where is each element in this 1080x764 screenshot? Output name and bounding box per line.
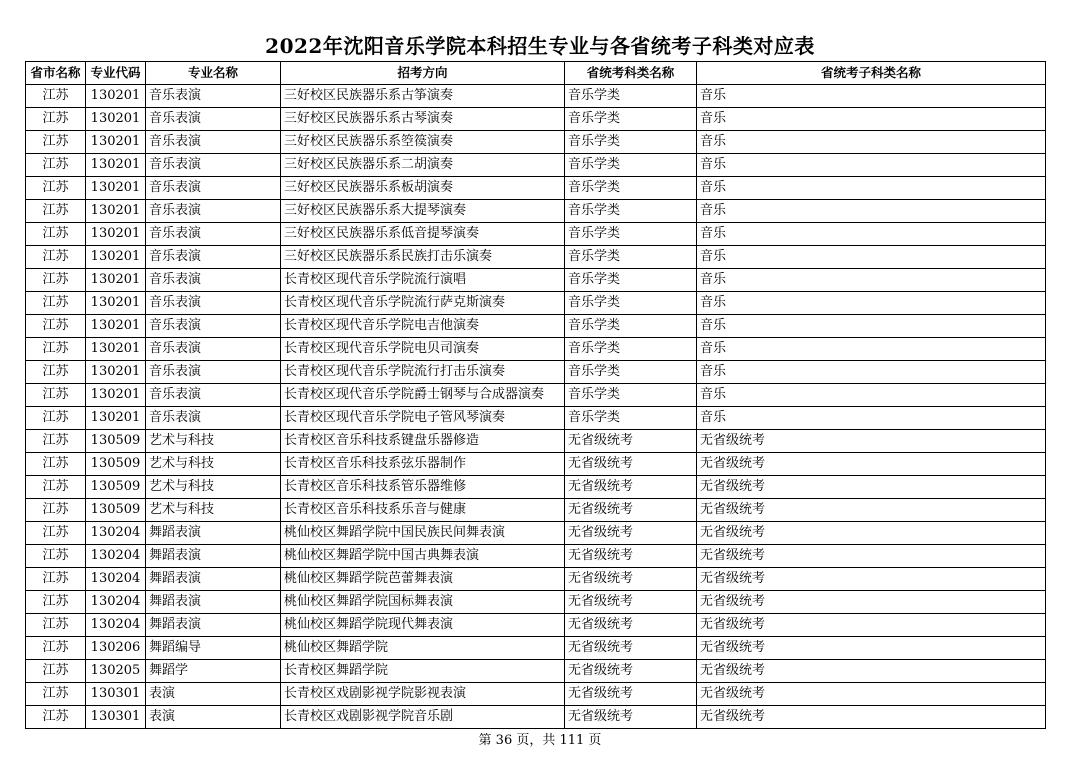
province-cell: 江苏: [26, 522, 86, 545]
exam-subcategory-cell: 无省级统考: [697, 614, 1046, 637]
exam-subcategory-cell: 音乐: [697, 108, 1046, 131]
exam-subcategory-cell: 无省级统考: [697, 453, 1046, 476]
table-row: [26, 338, 1046, 361]
exam-category-cell: 音乐学类: [565, 108, 697, 131]
direction-cell: 桃仙校区舞蹈学院中国民族民间舞表演: [281, 522, 565, 545]
exam-subcategory-cell: 无省级统考: [697, 499, 1046, 522]
province-cell: 江苏: [26, 430, 86, 453]
direction-cell: 三好校区民族器乐系低音提琴演奏: [281, 223, 565, 246]
exam-category-cell: 无省级统考: [565, 568, 697, 591]
major-name-cell: 音乐表演: [146, 407, 281, 430]
province-cell: 江苏: [26, 108, 86, 131]
province-cell: 江苏: [26, 246, 86, 269]
exam-category-cell: 音乐学类: [565, 407, 697, 430]
exam-subcategory-cell: 音乐: [697, 154, 1046, 177]
major-code-cell: 130201: [86, 338, 146, 361]
exam-subcategory-cell: 音乐: [697, 246, 1046, 269]
table-row: [26, 361, 1046, 384]
major-name-cell: 表演: [146, 683, 281, 706]
table-row: [26, 177, 1046, 200]
exam-category-cell: 音乐学类: [565, 85, 697, 108]
major-name-cell: 表演: [146, 706, 281, 729]
direction-cell: 长青校区现代音乐学院流行演唱: [281, 269, 565, 292]
exam-subcategory-cell: 无省级统考: [697, 545, 1046, 568]
exam-category-cell: 音乐学类: [565, 200, 697, 223]
province-cell: 江苏: [26, 407, 86, 430]
exam-category-cell: 音乐学类: [565, 154, 697, 177]
exam-category-cell: 音乐学类: [565, 292, 697, 315]
direction-cell: 三好校区民族器乐系二胡演奏: [281, 154, 565, 177]
exam-subcategory-cell: 音乐: [697, 131, 1046, 154]
exam-subcategory-cell: 无省级统考: [697, 660, 1046, 683]
exam-subcategory-cell: 无省级统考: [697, 476, 1046, 499]
exam-subcategory-cell: 音乐: [697, 407, 1046, 430]
table-row: [26, 453, 1046, 476]
major-name-cell: 舞蹈表演: [146, 614, 281, 637]
exam-subcategory-cell: 音乐: [697, 269, 1046, 292]
major-name-cell: 舞蹈表演: [146, 522, 281, 545]
direction-cell: 长青校区音乐科技系弦乐器制作: [281, 453, 565, 476]
major-name-cell: 音乐表演: [146, 200, 281, 223]
exam-category-cell: 音乐学类: [565, 315, 697, 338]
table-row: [26, 223, 1046, 246]
direction-cell: 三好校区民族器乐系箜篌演奏: [281, 131, 565, 154]
province-cell: 江苏: [26, 269, 86, 292]
direction-cell: 桃仙校区舞蹈学院芭蕾舞表演: [281, 568, 565, 591]
table-row: [26, 476, 1046, 499]
major-name-cell: 音乐表演: [146, 177, 281, 200]
table-row: [26, 85, 1046, 108]
province-cell: 江苏: [26, 660, 86, 683]
exam-subcategory-cell: 无省级统考: [697, 637, 1046, 660]
exam-category-cell: 无省级统考: [565, 637, 697, 660]
header-major-code: 专业代码: [86, 62, 146, 85]
exam-subcategory-cell: 无省级统考: [697, 568, 1046, 591]
province-cell: 江苏: [26, 338, 86, 361]
header-major-name: 专业名称: [146, 62, 281, 85]
direction-cell: 长青校区戏剧影视学院音乐剧: [281, 706, 565, 729]
exam-category-cell: 音乐学类: [565, 177, 697, 200]
direction-cell: 桃仙校区舞蹈学院现代舞表演: [281, 614, 565, 637]
exam-category-cell: 无省级统考: [565, 453, 697, 476]
province-cell: 江苏: [26, 568, 86, 591]
direction-cell: 三好校区民族器乐系古琴演奏: [281, 108, 565, 131]
major-code-cell: 130509: [86, 499, 146, 522]
exam-category-cell: 音乐学类: [565, 269, 697, 292]
major-name-cell: 音乐表演: [146, 338, 281, 361]
direction-cell: 长青校区戏剧影视学院影视表演: [281, 683, 565, 706]
exam-subcategory-cell: 音乐: [697, 361, 1046, 384]
major-code-cell: 130201: [86, 177, 146, 200]
major-code-cell: 130204: [86, 522, 146, 545]
table-row: [26, 683, 1046, 706]
exam-subcategory-cell: 无省级统考: [697, 430, 1046, 453]
header-exam-category: 省统考科类名称: [565, 62, 697, 85]
province-cell: 江苏: [26, 200, 86, 223]
table-row: [26, 246, 1046, 269]
table-row: [26, 499, 1046, 522]
major-code-cell: 130201: [86, 131, 146, 154]
table-row: [26, 315, 1046, 338]
province-cell: 江苏: [26, 591, 86, 614]
major-name-cell: 音乐表演: [146, 315, 281, 338]
exam-category-cell: 无省级统考: [565, 430, 697, 453]
major-code-cell: 130509: [86, 453, 146, 476]
table-row: [26, 384, 1046, 407]
table-row: [26, 108, 1046, 131]
direction-cell: 长青校区现代音乐学院电子管风琴演奏: [281, 407, 565, 430]
major-code-cell: 130201: [86, 384, 146, 407]
header-exam-subcategory: 省统考子科类名称: [697, 62, 1046, 85]
major-code-cell: 130201: [86, 108, 146, 131]
exam-subcategory-cell: 无省级统考: [697, 591, 1046, 614]
direction-cell: 桃仙校区舞蹈学院国标舞表演: [281, 591, 565, 614]
major-code-cell: 130509: [86, 476, 146, 499]
exam-category-cell: 无省级统考: [565, 476, 697, 499]
direction-cell: 三好校区民族器乐系大提琴演奏: [281, 200, 565, 223]
table-row: [26, 660, 1046, 683]
major-code-cell: 130204: [86, 591, 146, 614]
major-code-cell: 130201: [86, 223, 146, 246]
major-code-cell: 130301: [86, 683, 146, 706]
province-cell: 江苏: [26, 614, 86, 637]
exam-category-cell: 无省级统考: [565, 683, 697, 706]
major-code-cell: 130301: [86, 706, 146, 729]
table-row: [26, 407, 1046, 430]
exam-category-cell: 无省级统考: [565, 499, 697, 522]
exam-subcategory-cell: 音乐: [697, 315, 1046, 338]
table-row: [26, 522, 1046, 545]
direction-cell: 长青校区现代音乐学院爵士钢琴与合成器演奏: [281, 384, 565, 407]
table-row: [26, 545, 1046, 568]
exam-category-cell: 音乐学类: [565, 131, 697, 154]
province-cell: 江苏: [26, 706, 86, 729]
exam-subcategory-cell: 音乐: [697, 85, 1046, 108]
table-row: [26, 131, 1046, 154]
major-name-cell: 音乐表演: [146, 246, 281, 269]
direction-cell: 三好校区民族器乐系板胡演奏: [281, 177, 565, 200]
major-name-cell: 舞蹈表演: [146, 591, 281, 614]
province-cell: 江苏: [26, 476, 86, 499]
major-code-cell: 130201: [86, 269, 146, 292]
direction-cell: 长青校区现代音乐学院电吉他演奏: [281, 315, 565, 338]
province-cell: 江苏: [26, 177, 86, 200]
major-code-cell: 130201: [86, 292, 146, 315]
exam-subcategory-cell: 音乐: [697, 177, 1046, 200]
table-row: [26, 706, 1046, 729]
major-name-cell: 舞蹈编导: [146, 637, 281, 660]
province-cell: 江苏: [26, 292, 86, 315]
major-code-cell: 130201: [86, 361, 146, 384]
major-code-cell: 130201: [86, 246, 146, 269]
province-cell: 江苏: [26, 453, 86, 476]
major-code-cell: 130204: [86, 545, 146, 568]
exam-category-cell: 无省级统考: [565, 706, 697, 729]
major-name-cell: 音乐表演: [146, 269, 281, 292]
exam-subcategory-cell: 无省级统考: [697, 683, 1046, 706]
major-name-cell: 音乐表演: [146, 223, 281, 246]
province-cell: 江苏: [26, 131, 86, 154]
direction-cell: 长青校区现代音乐学院流行打击乐演奏: [281, 361, 565, 384]
table-row: [26, 430, 1046, 453]
table-row: [26, 637, 1046, 660]
province-cell: 江苏: [26, 85, 86, 108]
header-province: 省市名称: [26, 62, 86, 85]
major-name-cell: 艺术与科技: [146, 430, 281, 453]
table-row: [26, 200, 1046, 223]
major-code-cell: 130201: [86, 85, 146, 108]
table-row: [26, 154, 1046, 177]
direction-cell: 长青校区音乐科技系管乐器维修: [281, 476, 565, 499]
major-name-cell: 音乐表演: [146, 384, 281, 407]
table-row: [26, 292, 1046, 315]
table-header-row: [26, 62, 1046, 85]
table-row: [26, 568, 1046, 591]
major-code-cell: 130206: [86, 637, 146, 660]
major-code-cell: 130204: [86, 568, 146, 591]
direction-cell: 桃仙校区舞蹈学院: [281, 637, 565, 660]
province-cell: 江苏: [26, 499, 86, 522]
major-code-cell: 130201: [86, 154, 146, 177]
exam-category-cell: 音乐学类: [565, 246, 697, 269]
direction-cell: 三好校区民族器乐系民族打击乐演奏: [281, 246, 565, 269]
major-code-cell: 130205: [86, 660, 146, 683]
major-name-cell: 艺术与科技: [146, 499, 281, 522]
major-code-cell: 130201: [86, 315, 146, 338]
province-cell: 江苏: [26, 683, 86, 706]
exam-subcategory-cell: 音乐: [697, 200, 1046, 223]
table-body: [26, 85, 1046, 729]
exam-category-cell: 无省级统考: [565, 591, 697, 614]
major-name-cell: 音乐表演: [146, 108, 281, 131]
exam-subcategory-cell: 无省级统考: [697, 706, 1046, 729]
province-cell: 江苏: [26, 384, 86, 407]
exam-category-cell: 音乐学类: [565, 384, 697, 407]
major-name-cell: 舞蹈学: [146, 660, 281, 683]
exam-subcategory-cell: 音乐: [697, 223, 1046, 246]
major-name-cell: 艺术与科技: [146, 453, 281, 476]
exam-category-cell: 音乐学类: [565, 223, 697, 246]
major-code-cell: 130509: [86, 430, 146, 453]
exam-category-cell: 无省级统考: [565, 660, 697, 683]
admission-table: [25, 61, 1046, 729]
major-name-cell: 艺术与科技: [146, 476, 281, 499]
major-name-cell: 音乐表演: [146, 131, 281, 154]
major-code-cell: 130201: [86, 407, 146, 430]
province-cell: 江苏: [26, 315, 86, 338]
exam-category-cell: 无省级统考: [565, 545, 697, 568]
direction-cell: 长青校区音乐科技系键盘乐器修造: [281, 430, 565, 453]
table-row: [26, 614, 1046, 637]
direction-cell: 长青校区现代音乐学院流行萨克斯演奏: [281, 292, 565, 315]
major-code-cell: 130204: [86, 614, 146, 637]
direction-cell: 长青校区现代音乐学院电贝司演奏: [281, 338, 565, 361]
province-cell: 江苏: [26, 154, 86, 177]
direction-cell: 长青校区舞蹈学院: [281, 660, 565, 683]
exam-category-cell: 无省级统考: [565, 614, 697, 637]
major-name-cell: 音乐表演: [146, 85, 281, 108]
exam-category-cell: 无省级统考: [565, 522, 697, 545]
page-footer: 第 36 页，共 111 页: [478, 733, 602, 748]
province-cell: 江苏: [26, 223, 86, 246]
province-cell: 江苏: [26, 637, 86, 660]
major-code-cell: 130201: [86, 200, 146, 223]
header-direction: 招考方向: [281, 62, 565, 85]
province-cell: 江苏: [26, 361, 86, 384]
exam-subcategory-cell: 无省级统考: [697, 522, 1046, 545]
direction-cell: 三好校区民族器乐系古筝演奏: [281, 85, 565, 108]
province-cell: 江苏: [26, 545, 86, 568]
major-name-cell: 音乐表演: [146, 154, 281, 177]
exam-subcategory-cell: 音乐: [697, 292, 1046, 315]
table-row: [26, 591, 1046, 614]
direction-cell: 桃仙校区舞蹈学院中国古典舞表演: [281, 545, 565, 568]
major-name-cell: 舞蹈表演: [146, 545, 281, 568]
exam-subcategory-cell: 音乐: [697, 384, 1046, 407]
major-name-cell: 音乐表演: [146, 292, 281, 315]
direction-cell: 长青校区音乐科技系乐音与健康: [281, 499, 565, 522]
exam-category-cell: 音乐学类: [565, 338, 697, 361]
exam-category-cell: 音乐学类: [565, 361, 697, 384]
major-name-cell: 音乐表演: [146, 361, 281, 384]
document-title: 2022年沈阳音乐学院本科招生专业与各省统考子科类对应表: [265, 34, 815, 58]
exam-subcategory-cell: 音乐: [697, 338, 1046, 361]
table-row: [26, 269, 1046, 292]
major-name-cell: 舞蹈表演: [146, 568, 281, 591]
